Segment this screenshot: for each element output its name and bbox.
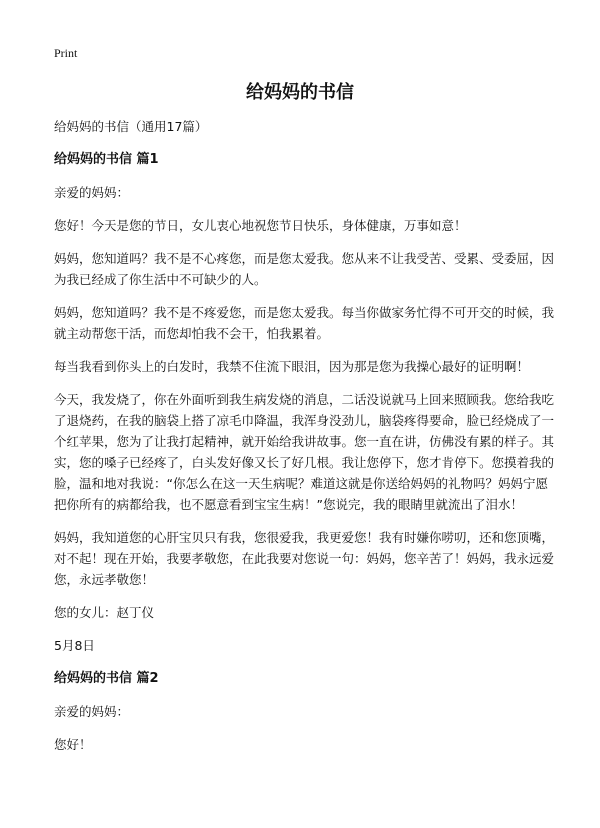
signature: 您的女儿：赵丁仪 <box>54 605 155 620</box>
paragraph: 妈妈，您知道吗？我不是不疼爱您，而是您太爱我。每当你做家务忙得不可开交的时候，我就主动帮您干活，而您却怕我不会干，怕我累着。 <box>54 305 555 341</box>
paragraph: 妈妈，您知道吗？我不是不心疼您，而是您太爱我。您从来不让我受苦、受累、受委屈，因为我已经成了你生活中不可缺少的人。 <box>54 251 555 287</box>
paragraph: 今天，我发烧了，你在外面听到我生病发烧的消息，二话没说就马上回来照顾我。您给我吃了退烧药，在我的脑袋上搭了凉毛巾降温，我浑身没劲儿，脑袋疼得要命，脸已经烧成了一个红苹果，您为了让我打起精神，就开始给我讲故事。您一直在讲，仿佛没有累的样子。其实，您的嗓子已经疼了，白头发好像又长了好几根。我让您停下，您才肯停下。您摸着我的脸，温和地对我说：“你怎么在这一天生病呢？难道这就是你送给妈妈的礼物吗？妈妈宁愿把你所有的病都给我，也不愿意看到宝宝生病！”您说完，我的眼睛里就流出了泪水！ <box>54 392 555 512</box>
letter-date: 5月8日 <box>54 638 95 653</box>
section-heading-1: 给妈妈的书信 篇1 <box>54 152 159 167</box>
section-heading-2: 给妈妈的书信 篇2 <box>54 671 159 686</box>
paragraph: 您好！今天是您的节日，女儿衷心地祝您节日快乐，身体健康，万事如意！ <box>54 218 467 233</box>
paragraph: 妈妈，我知道您的心肝宝贝只有我，您很爱我，我更爱您！我有时嫌你唠叨，还和您顶嘴，对不起！现在开始，我要孝敬您，在此我要对您说一句：妈妈，您辛苦了！妈妈，我永远爱您，永远孝敬您！ <box>54 530 555 587</box>
paragraph: 每当我看到你头上的白发时，我禁不住流下眼泪，因为那是您为我操心最好的证明啊！ <box>54 359 530 374</box>
salutation: 亲爱的妈妈： <box>54 185 130 200</box>
salutation: 亲爱的妈妈： <box>54 704 130 719</box>
paragraph: 您好！ <box>54 737 92 752</box>
document-title: 给妈妈的书信 <box>246 82 354 103</box>
document-body <box>54 116 554 767</box>
document-subtitle: 给妈妈的书信（通用17篇） <box>54 119 208 134</box>
print-link[interactable]: Print <box>54 46 78 60</box>
